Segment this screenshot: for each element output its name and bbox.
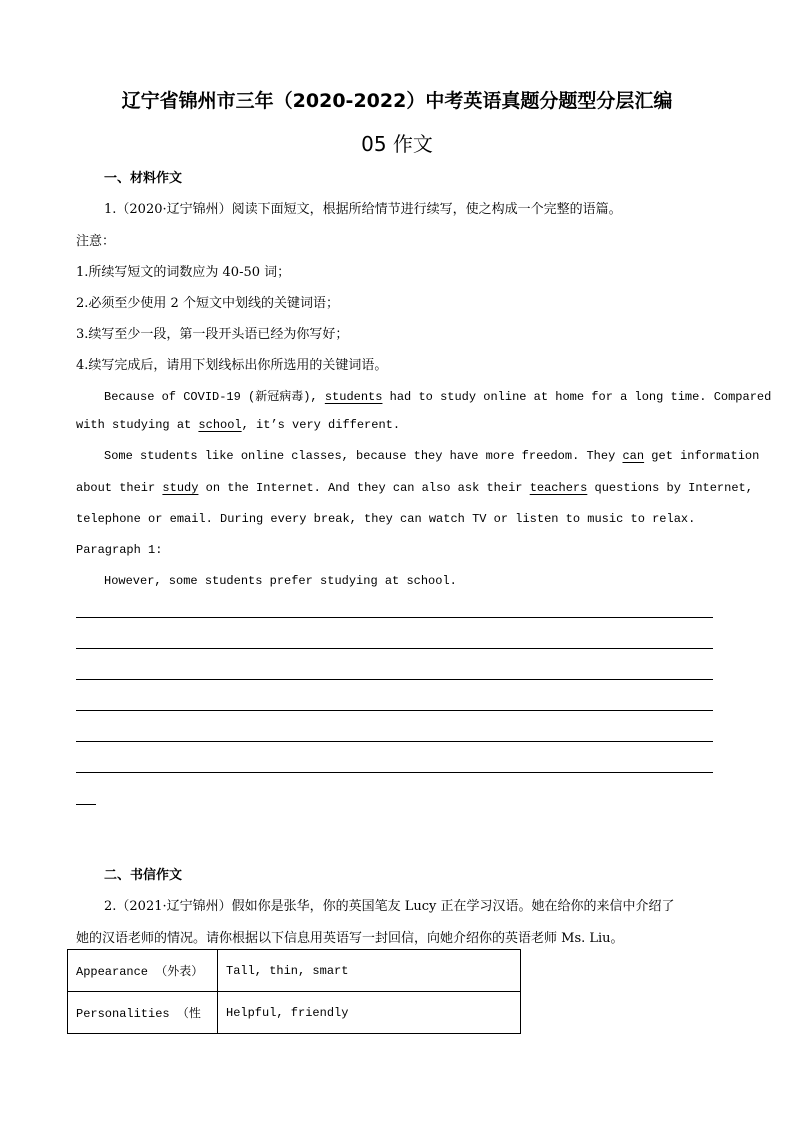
note-item: 3.续写至少一段，第一段开头语已经为你写好； [76, 327, 349, 342]
table-cell-label: Personalities （性 [68, 992, 218, 1034]
note-label: 注意： [76, 234, 116, 249]
passage-text: get information [644, 449, 760, 463]
note-item: 1.所续写短文的词数应为 40-50 词； [76, 265, 291, 280]
keyword: school [198, 418, 242, 432]
passage-text: Because of COVID-19 (新冠病毒), [104, 390, 325, 404]
keyword: study [162, 481, 199, 495]
passage-text: on the Internet. And they can also ask their [198, 481, 530, 495]
question-2-prompt: 她的汉语老师的情况。请你根据以下信息用英语写一封回信，向她介绍你的英语老师 Ms. Liu。 [76, 931, 624, 946]
table-cell-value: Helpful, friendly [218, 992, 521, 1034]
paragraph-opening: However, some students prefer studying at school. [104, 574, 457, 588]
table-cell-value: Tall, thin, smart [218, 950, 521, 992]
answer-line [76, 772, 713, 773]
document-title: 辽宁省锦州市三年（2020-2022）中考英语真题分题型分层汇编 [121, 90, 673, 112]
answer-line [76, 710, 713, 711]
passage-line [76, 418, 400, 432]
section-heading-letter-writing: 二、书信作文 [104, 868, 183, 883]
keyword: can [622, 449, 645, 463]
passage-text: Some students like online classes, because they have more freedom. They [104, 449, 623, 463]
passage-text: with studying at [76, 418, 199, 432]
paragraph-label: Paragraph 1: [76, 543, 163, 557]
table-row [68, 950, 521, 992]
keyword: students [324, 390, 383, 404]
passage-line: telephone or email. During every break, they can watch TV or listen to music to relax. [76, 512, 696, 526]
info-table [67, 949, 521, 1034]
passage-line [104, 387, 771, 404]
passage-line [104, 449, 759, 463]
question-1-prompt: 1.（2020·辽宁锦州）阅读下面短文，根据所给情节进行续写，使之构成一个完整的语篇。 [104, 202, 622, 217]
answer-line [76, 648, 713, 649]
note-item: 2.必须至少使用 2 个短文中划线的关键词语； [76, 296, 339, 311]
table-row [68, 992, 521, 1034]
question-2-prompt: 2.（2021·辽宁锦州）假如你是张华，你的英国笔友 Lucy 正在学习汉语。她在给你的来信中介绍了 [104, 899, 675, 914]
passage-text: had to study online at home for a long time. Compared [382, 390, 772, 404]
keyword: teachers [529, 481, 588, 495]
passage-text: about their [76, 481, 163, 495]
answer-line [76, 741, 713, 742]
answer-line [76, 679, 713, 680]
document-subtitle: 05 作文 [361, 132, 433, 156]
table-cell-label: Appearance （外表） [68, 950, 218, 992]
answer-line [76, 617, 713, 618]
answer-line-short [76, 804, 96, 805]
note-item: 4.续写完成后，请用下划线标出你所选用的关键词语。 [76, 358, 388, 373]
section-heading-material-writing: 一、材料作文 [104, 171, 183, 186]
passage-text: , it’s very different. [241, 418, 401, 432]
passage-line [76, 481, 753, 495]
passage-text: questions by Internet, [587, 481, 753, 495]
